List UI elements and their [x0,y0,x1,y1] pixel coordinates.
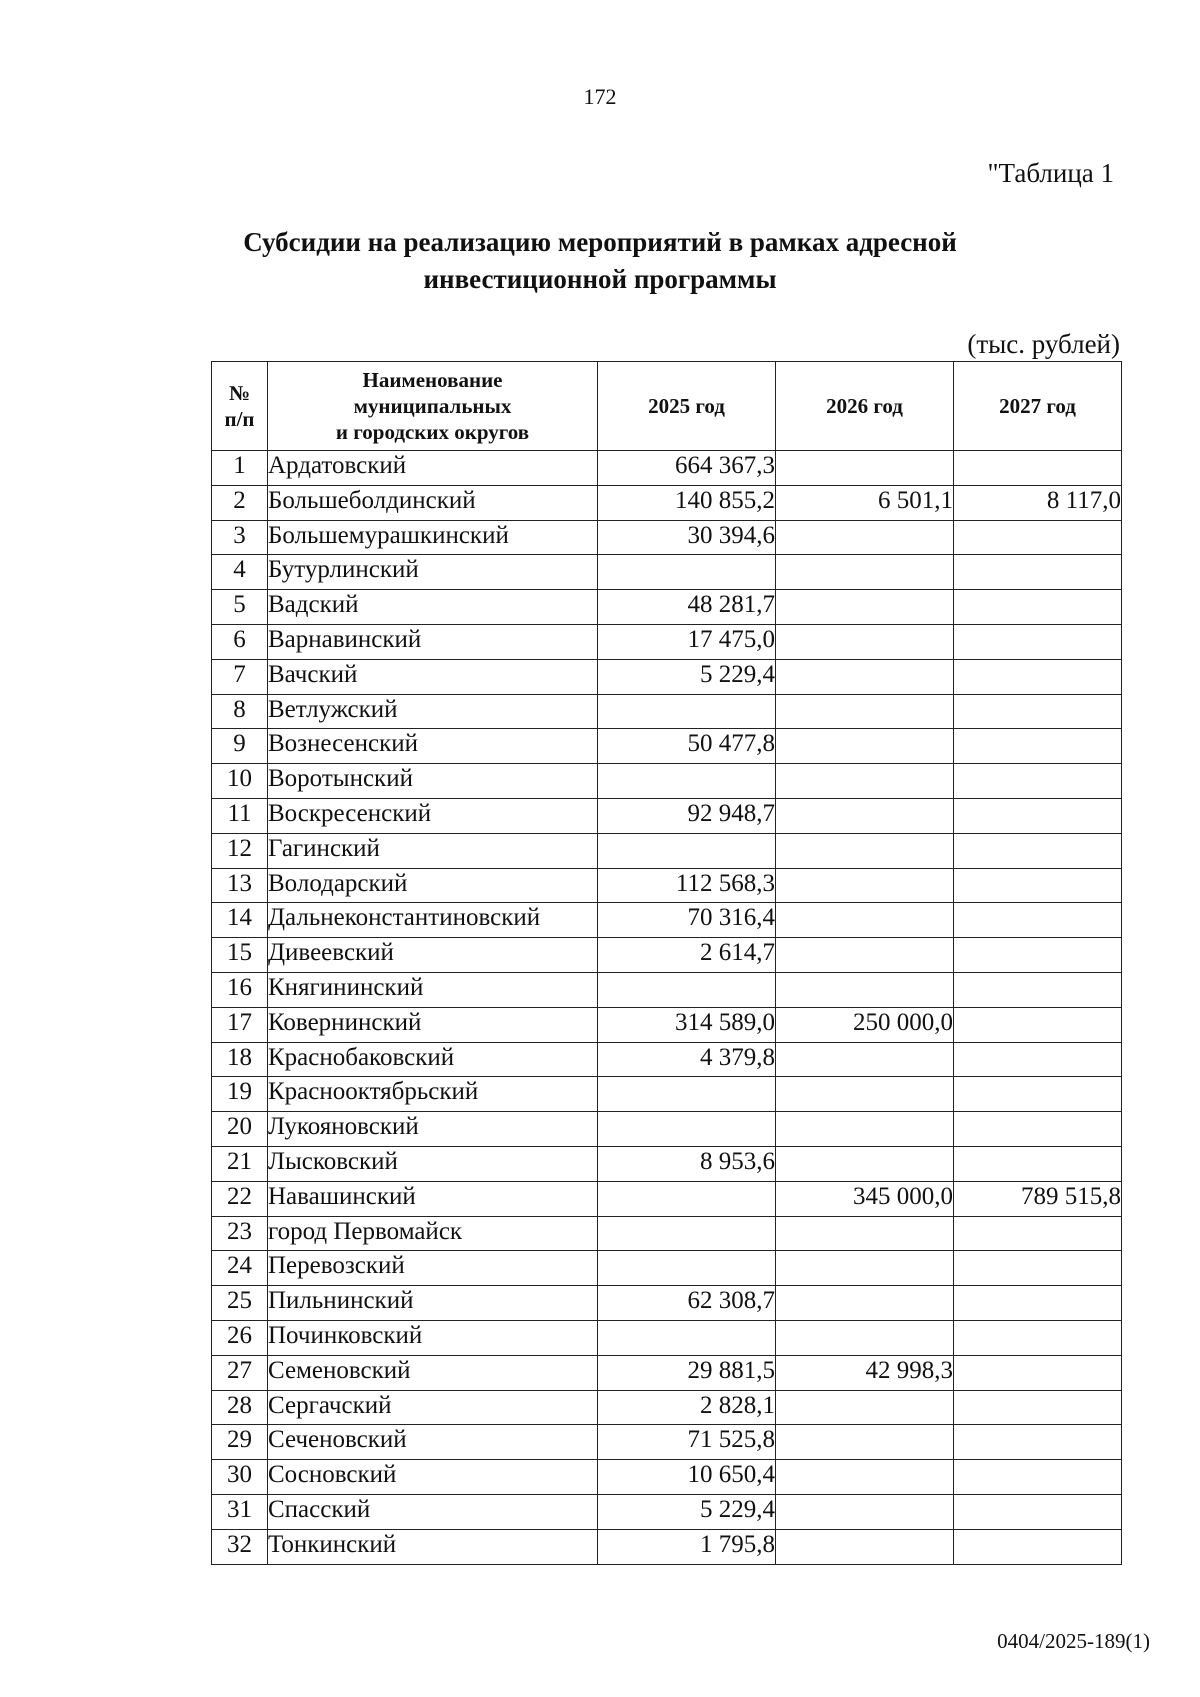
value-2025-cell [598,694,776,729]
row-number-cell: 19 [212,1077,268,1112]
row-number-cell: 28 [212,1390,268,1425]
district-name-cell: Семеновский [268,1355,598,1390]
table-row [212,1181,1122,1216]
document-title [0,224,1200,298]
subsidies-table [211,361,1122,1565]
row-number-cell: 18 [212,1042,268,1077]
table-label: "Таблица 1 [987,158,1114,188]
value-2027-cell [954,1460,1122,1495]
value-2026-cell [776,1286,954,1321]
row-number-cell: 16 [212,972,268,1007]
value-2027-cell [954,1425,1122,1460]
table-row [212,1251,1122,1286]
district-name-cell: Дивеевский [268,938,598,973]
value-2026-cell: 345 000,0 [776,1181,954,1216]
value-2027-cell [954,972,1122,1007]
district-name-cell: Воротынский [268,764,598,799]
value-2025-cell: 112 568,3 [598,868,776,903]
value-2026-cell [776,624,954,659]
table-row [212,485,1122,520]
value-2025-cell: 17 475,0 [598,624,776,659]
value-2025-cell: 4 379,8 [598,1042,776,1077]
row-number-cell: 10 [212,764,268,799]
value-2026-cell [776,1146,954,1181]
value-2026-cell [776,1251,954,1286]
row-number-cell: 14 [212,903,268,938]
row-number-cell: 27 [212,1355,268,1390]
value-2026-cell [776,590,954,625]
value-2026-cell [776,659,954,694]
value-2027-cell [954,764,1122,799]
district-name-cell: Большемурашкинский [268,520,598,555]
value-2026-cell [776,1494,954,1529]
value-2026-cell [776,1042,954,1077]
table-row [212,972,1122,1007]
district-name-cell: Сергачский [268,1390,598,1425]
header-number-line-2: п/п [224,407,255,431]
district-name-cell: город Первомайск [268,1216,598,1251]
row-number-cell: 23 [212,1216,268,1251]
value-2027-cell [954,624,1122,659]
value-2027-cell [954,1251,1122,1286]
value-2027-cell [954,938,1122,973]
value-2027-cell [954,1529,1122,1564]
table-row [212,1320,1122,1355]
district-name-cell: Сосновский [268,1460,598,1495]
table-row [212,1042,1122,1077]
row-number-cell: 4 [212,555,268,590]
table-row [212,555,1122,590]
value-2026-cell [776,1425,954,1460]
header-number [212,362,268,451]
district-name-cell: Лукояновский [268,1112,598,1147]
value-2026-cell [776,938,954,973]
value-2027-cell: 789 515,8 [954,1181,1122,1216]
value-2027-cell [954,1494,1122,1529]
value-2025-cell [598,1112,776,1147]
value-2026-cell [776,1112,954,1147]
district-name-cell: Лысковский [268,1146,598,1181]
row-number-cell: 24 [212,1251,268,1286]
row-number-cell: 8 [212,694,268,729]
table-row [212,1460,1122,1495]
table-row [212,659,1122,694]
district-name-cell: Вознесенский [268,729,598,764]
table-row [212,1425,1122,1460]
value-2027-cell [954,1077,1122,1112]
row-number-cell: 30 [212,1460,268,1495]
value-2025-cell [598,1251,776,1286]
table-row [212,1286,1122,1321]
value-2026-cell [776,451,954,486]
value-2027-cell [954,1390,1122,1425]
value-2027-cell [954,520,1122,555]
value-2025-cell: 314 589,0 [598,1007,776,1042]
value-2025-cell: 2 614,7 [598,938,776,973]
header-2025: 2025 год [598,362,776,451]
district-name-cell: Гагинский [268,833,598,868]
value-2025-cell: 10 650,4 [598,1460,776,1495]
table-header-row [212,362,1122,451]
table-row [212,903,1122,938]
row-number-cell: 1 [212,451,268,486]
value-2025-cell: 30 394,6 [598,520,776,555]
row-number-cell: 22 [212,1181,268,1216]
value-2027-cell: 8 117,0 [954,485,1122,520]
value-2025-cell: 5 229,4 [598,1494,776,1529]
table-row [212,868,1122,903]
value-2026-cell: 42 998,3 [776,1355,954,1390]
district-name-cell: Тонкинский [268,1529,598,1564]
district-name-cell: Ардатовский [268,451,598,486]
value-2027-cell [954,659,1122,694]
value-2027-cell [954,903,1122,938]
row-number-cell: 20 [212,1112,268,1147]
value-2025-cell: 48 281,7 [598,590,776,625]
district-name-cell: Ветлужский [268,694,598,729]
table-body [212,451,1122,1565]
value-2026-cell [776,520,954,555]
table-row [212,520,1122,555]
row-number-cell: 5 [212,590,268,625]
district-name-cell: Починковский [268,1320,598,1355]
value-2025-cell: 29 881,5 [598,1355,776,1390]
value-2025-cell: 140 855,2 [598,485,776,520]
table-row [212,1112,1122,1147]
value-2027-cell [954,1216,1122,1251]
district-name-cell: Большеболдинский [268,485,598,520]
table-row [212,590,1122,625]
table-row [212,1529,1122,1564]
district-name-cell: Володарский [268,868,598,903]
value-2025-cell [598,1077,776,1112]
table-row [212,1216,1122,1251]
value-2025-cell [598,1181,776,1216]
value-2025-cell: 92 948,7 [598,798,776,833]
value-2027-cell [954,451,1122,486]
value-2026-cell [776,798,954,833]
value-2027-cell [954,1286,1122,1321]
value-2026-cell [776,729,954,764]
row-number-cell: 7 [212,659,268,694]
header-name-line-1: Наименование [362,368,503,392]
row-number-cell: 15 [212,938,268,973]
table-row [212,938,1122,973]
district-name-cell: Краснооктябрьский [268,1077,598,1112]
value-2026-cell [776,694,954,729]
row-number-cell: 12 [212,833,268,868]
table-row [212,1146,1122,1181]
district-name-cell: Вадский [268,590,598,625]
district-name-cell: Перевозский [268,1251,598,1286]
row-number-cell: 31 [212,1494,268,1529]
row-number-cell: 25 [212,1286,268,1321]
value-2025-cell [598,972,776,1007]
district-name-cell: Дальнеконстантиновский [268,903,598,938]
value-2026-cell [776,764,954,799]
title-line-1: Субсидии на реализацию мероприятий в рамках адресной [243,227,957,257]
table-row [212,451,1122,486]
value-2025-cell: 71 525,8 [598,1425,776,1460]
table-row [212,729,1122,764]
district-name-cell: Навашинский [268,1181,598,1216]
value-2026-cell [776,833,954,868]
row-number-cell: 2 [212,485,268,520]
district-name-cell: Вачский [268,659,598,694]
row-number-cell: 11 [212,798,268,833]
header-name-line-3: и городских округов [335,420,530,444]
value-2026-cell [776,1460,954,1495]
value-2027-cell [954,1146,1122,1181]
value-2027-cell [954,1007,1122,1042]
row-number-cell: 13 [212,868,268,903]
table-row [212,624,1122,659]
header-name-line-2: муниципальных [353,394,512,418]
value-2026-cell [776,555,954,590]
value-2027-cell [954,833,1122,868]
value-2027-cell [954,1112,1122,1147]
page-number: 172 [583,84,617,109]
value-2025-cell [598,833,776,868]
value-2025-cell: 50 477,8 [598,729,776,764]
value-2025-cell: 70 316,4 [598,903,776,938]
district-name-cell: Краснобаковский [268,1042,598,1077]
table-row [212,1390,1122,1425]
row-number-cell: 32 [212,1529,268,1564]
value-2026-cell [776,868,954,903]
table-row [212,764,1122,799]
value-2025-cell [598,1320,776,1355]
value-2026-cell [776,1529,954,1564]
value-2025-cell [598,1216,776,1251]
header-2027: 2027 год [954,362,1122,451]
row-number-cell: 21 [212,1146,268,1181]
units-note: (тыс. рублей) [967,329,1120,359]
value-2027-cell [954,798,1122,833]
value-2025-cell: 5 229,4 [598,659,776,694]
table-row [212,1007,1122,1042]
value-2026-cell: 250 000,0 [776,1007,954,1042]
row-number-cell: 26 [212,1320,268,1355]
table-row [212,1077,1122,1112]
district-name-cell: Пильнинский [268,1286,598,1321]
value-2027-cell [954,555,1122,590]
header-name [268,362,598,451]
value-2025-cell: 1 795,8 [598,1529,776,1564]
district-name-cell: Сеченовский [268,1425,598,1460]
value-2027-cell [954,1042,1122,1077]
value-2025-cell: 664 367,3 [598,451,776,486]
row-number-cell: 9 [212,729,268,764]
row-number-cell: 17 [212,1007,268,1042]
title-line-2: инвестиционной программы [423,264,777,294]
district-name-cell: Княгининский [268,972,598,1007]
table-row [212,1494,1122,1529]
district-name-cell: Ковернинский [268,1007,598,1042]
value-2026-cell: 6 501,1 [776,485,954,520]
value-2025-cell: 62 308,7 [598,1286,776,1321]
value-2027-cell [954,590,1122,625]
row-number-cell: 6 [212,624,268,659]
value-2026-cell [776,903,954,938]
district-name-cell: Бутурлинский [268,555,598,590]
table-row [212,798,1122,833]
value-2025-cell: 8 953,6 [598,1146,776,1181]
value-2025-cell: 2 828,1 [598,1390,776,1425]
value-2027-cell [954,729,1122,764]
value-2026-cell [776,1390,954,1425]
value-2027-cell [954,694,1122,729]
document-code: 0404/2025-189(1) [997,1629,1150,1653]
value-2026-cell [776,1077,954,1112]
row-number-cell: 29 [212,1425,268,1460]
row-number-cell: 3 [212,520,268,555]
district-name-cell: Варнавинский [268,624,598,659]
table-row [212,1355,1122,1390]
district-name-cell: Воскресенский [268,798,598,833]
district-name-cell: Спасский [268,1494,598,1529]
value-2025-cell [598,764,776,799]
value-2025-cell [598,555,776,590]
table-row [212,694,1122,729]
value-2027-cell [954,1355,1122,1390]
value-2027-cell [954,1320,1122,1355]
header-number-line-1: № [228,381,251,405]
value-2026-cell [776,972,954,1007]
value-2026-cell [776,1320,954,1355]
header-2026: 2026 год [776,362,954,451]
table-row [212,833,1122,868]
value-2027-cell [954,868,1122,903]
value-2026-cell [776,1216,954,1251]
